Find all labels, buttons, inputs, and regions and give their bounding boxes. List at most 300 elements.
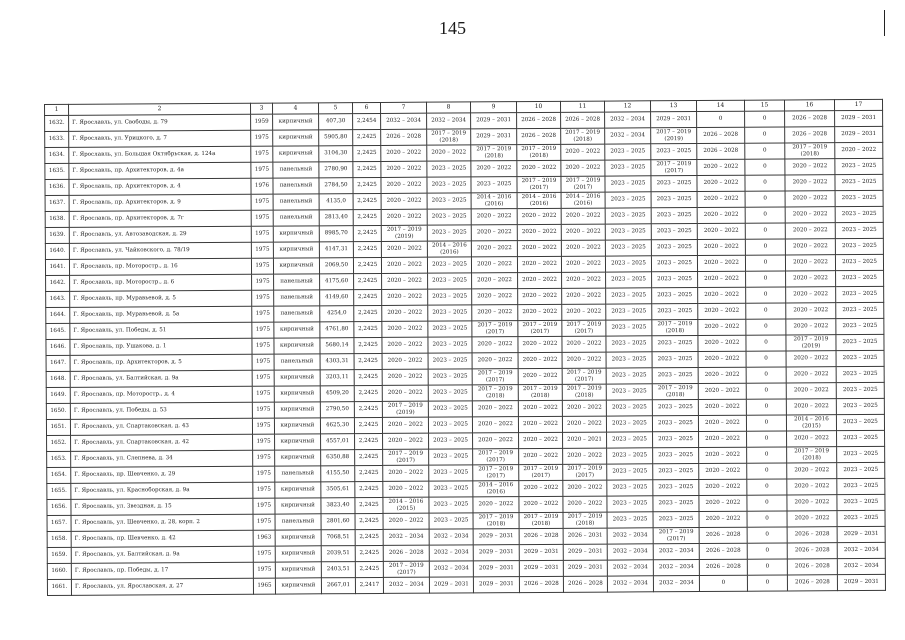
table-cell: 1649.	[46, 387, 70, 403]
column-number-cell: 17	[834, 99, 882, 110]
table-cell: 2020 – 2022	[517, 256, 561, 272]
table-cell: 2020 – 2022	[471, 257, 517, 273]
table-cell: 2017 – 2019 (2018)	[472, 385, 518, 401]
table-cell: 0	[746, 335, 786, 351]
table-cell: 2023 – 2025	[427, 209, 471, 225]
address-cell: Г. Ярославль, ул. Большая Октябрьская, д. 124а	[69, 146, 251, 163]
table-cell: 2020 – 2022	[382, 353, 428, 369]
table-cell: 2026 – 2031	[563, 528, 607, 544]
table-cell: 2020 – 2022	[472, 289, 518, 305]
table-cell: 1975	[252, 338, 274, 354]
table-cell: 2032 – 2034	[607, 576, 653, 592]
table-cell: 2020 – 2022	[697, 207, 745, 223]
table-cell: 2020 – 2022	[699, 495, 747, 511]
column-number-cell: 4	[272, 103, 318, 114]
address-cell: Г. Ярославль, пр. Архитекторов, д. 5	[70, 354, 252, 371]
table-cell: 2032 – 2034	[607, 544, 653, 560]
table-cell: кирпичный	[274, 418, 320, 434]
table-cell: 2020 – 2022	[698, 415, 746, 431]
table-cell: 2023 – 2025	[652, 336, 698, 352]
table-cell: 2403,51	[321, 562, 355, 578]
table-cell: 2023 – 2025	[607, 480, 653, 496]
table-cell: 2032 – 2034	[653, 576, 699, 592]
table-cell: 2020 – 2022	[518, 352, 562, 368]
table-cell: 2020 – 2022	[427, 145, 471, 161]
table-cell: панельный	[273, 194, 319, 210]
table-cell: кирпичный	[273, 114, 319, 130]
table-cell: 2023 – 2025	[427, 161, 471, 177]
column-number-cell: 15	[744, 100, 784, 111]
table-cell: 2020 – 2022	[382, 417, 428, 433]
table-cell: панельный	[274, 274, 320, 290]
table-cell: 2020 – 2022	[563, 496, 607, 512]
table-cell: 2026 – 2028	[517, 128, 561, 144]
table-cell: 2020 – 2022	[471, 209, 517, 225]
table-cell: 2020 – 2022	[699, 479, 747, 495]
table-cell: 2020 – 2022	[381, 257, 427, 273]
table-cell: 0	[746, 303, 786, 319]
table-cell: 2023 – 2025	[428, 401, 472, 417]
table-cell: 2023 – 2025	[605, 160, 651, 176]
table-cell: 2014 – 2016 (2015)	[786, 415, 836, 431]
table-cell: 2026 – 2028	[785, 127, 835, 143]
table-cell: 2020 – 2022	[382, 289, 428, 305]
table-cell: 2023 – 2025	[428, 273, 472, 289]
table-cell: 1643.	[46, 291, 70, 307]
table-cell: 2023 – 2025	[606, 304, 652, 320]
table-cell: 2020 – 2022	[785, 159, 835, 175]
table-cell: 1975	[251, 226, 273, 242]
table-cell: 1975	[253, 498, 275, 514]
table-cell: 0	[746, 383, 786, 399]
table-cell: 2029 – 2031	[471, 113, 517, 129]
column-number-cell: 5	[318, 103, 352, 114]
table-cell: 2017 – 2019 (2019)	[381, 225, 427, 241]
table-cell: 2017 – 2019 (2017)	[562, 320, 606, 336]
table-cell: кирпичный	[273, 146, 319, 162]
table-cell: 2023 – 2025	[606, 352, 652, 368]
table-cell: 2020 – 2022	[563, 480, 607, 496]
table-cell: 2,2425	[355, 481, 383, 497]
table-cell: 2020 – 2022	[518, 304, 562, 320]
column-number-cell: 10	[516, 101, 560, 112]
table-cell: 2020 – 2022	[382, 273, 428, 289]
table-cell: 1656.	[47, 499, 71, 515]
table-cell: 2023 – 2025	[607, 496, 653, 512]
table-cell: 2029 – 2031	[837, 526, 885, 542]
table-cell: 2,2425	[353, 257, 381, 273]
table-cell: 2023 – 2025	[607, 448, 653, 464]
address-cell: Г. Ярославль, ул. Красноборская, д. 9а	[71, 482, 253, 499]
table-cell: 2020 – 2022	[562, 288, 606, 304]
table-cell: 2020 – 2022	[561, 224, 605, 240]
table-cell: 2020 – 2022	[699, 431, 747, 447]
table-cell: 1975	[251, 194, 273, 210]
table-cell: 2023 – 2025	[836, 366, 884, 382]
table-cell: 2,2425	[353, 193, 381, 209]
table-cell: 2023 – 2025	[837, 478, 885, 494]
table-cell: 2020 – 2022	[697, 239, 745, 255]
table-cell: 2020 – 2022	[518, 288, 562, 304]
table-cell: 2020 – 2022	[517, 160, 561, 176]
table-cell: 2026 – 2028	[699, 559, 747, 575]
table-cell: 0	[746, 399, 786, 415]
table-cell: 407,30	[319, 114, 353, 130]
table-cell: 1646.	[46, 339, 70, 355]
column-number-cell: 8	[426, 102, 470, 113]
table-cell: 0	[747, 543, 787, 559]
table-cell: 2,2425	[353, 145, 381, 161]
table-cell: 2023 – 2025	[428, 305, 472, 321]
table-cell: 1975	[251, 130, 273, 146]
table-cell: 2,2425	[354, 289, 382, 305]
table-cell: 2020 – 2022	[785, 175, 835, 191]
table-cell: 2020 – 2022	[787, 511, 837, 527]
table-cell: 4147,31	[319, 242, 353, 258]
table-cell: 2020 – 2022	[472, 353, 518, 369]
table-cell: 2023 – 2025	[653, 496, 699, 512]
table-cell: 2023 – 2025	[836, 270, 884, 286]
table-cell: 2020 – 2022	[785, 191, 835, 207]
table-cell: 2,2417	[355, 577, 383, 593]
table-cell: 2020 – 2022	[787, 431, 837, 447]
table-cell: 2032 – 2034	[607, 528, 653, 544]
table-cell: 2032 – 2034	[383, 577, 429, 593]
table-cell: 2020 – 2022	[517, 208, 561, 224]
table-cell: 2020 – 2022	[383, 433, 429, 449]
table-cell: 2026 – 2028	[383, 545, 429, 561]
table-cell: 1637.	[45, 195, 69, 211]
table-cell: 2023 – 2025	[653, 448, 699, 464]
table-cell: 2023 – 2025	[652, 416, 698, 432]
column-number-cell: 11	[560, 101, 604, 112]
table-cell: 2,2425	[355, 513, 383, 529]
table-cell: 2023 – 2025	[605, 144, 651, 160]
table-cell: кирпичный	[275, 546, 321, 562]
table-cell: 2026 – 2028	[697, 143, 745, 159]
table-cell: 2023 – 2025	[605, 208, 651, 224]
table-cell: 2667,01	[321, 578, 355, 594]
table-cell: 2020 – 2022	[699, 447, 747, 463]
table-cell: 2014 – 2016 (2016)	[471, 193, 517, 209]
table-cell: 2020 – 2022	[561, 240, 605, 256]
table-cell: 2023 – 2025	[605, 192, 651, 208]
table-cell: 1975	[251, 162, 273, 178]
address-cell: Г. Ярославль, ул. Урицкого, д. 7	[69, 130, 251, 147]
address-cell: Г. Ярославль, ул. Свободы, д. 79	[69, 114, 251, 131]
table-cell: 1975	[252, 354, 274, 370]
table-cell: 2023 – 2025	[606, 288, 652, 304]
column-number-cell: 3	[250, 103, 272, 114]
table-cell: 2026 – 2028	[787, 543, 837, 559]
table-cell: 1635.	[45, 163, 69, 179]
address-cell: Г. Ярославль, ул. Победы, д. 53	[70, 402, 252, 419]
table-cell: 2023 – 2025	[428, 369, 472, 385]
table-cell: 0	[747, 479, 787, 495]
table-cell: 2023 – 2025	[605, 240, 651, 256]
table-cell: 2020 – 2022	[381, 145, 427, 161]
table-cell: кирпичный	[275, 450, 321, 466]
table-cell: 2023 – 2025	[606, 416, 652, 432]
table-cell: панельный	[273, 178, 319, 194]
table-cell: 1632.	[45, 115, 69, 131]
table-cell: 3104,30	[319, 146, 353, 162]
table-cell: 0	[747, 527, 787, 543]
table-cell: 2020 – 2022	[382, 305, 428, 321]
table-cell: 3823,40	[321, 498, 355, 514]
table-cell: 2023 – 2025	[836, 302, 884, 318]
table-cell: 2026 – 2028	[519, 576, 563, 592]
table-cell: 2784,50	[319, 178, 353, 194]
table-cell: 2026 – 2028	[785, 111, 835, 127]
address-cell: Г. Ярославль, пр. Шевченко, д. 29	[71, 466, 253, 483]
table-cell: 2020 – 2022	[471, 225, 517, 241]
table-cell: 2020 – 2022	[519, 496, 563, 512]
table-cell: 2,2425	[354, 353, 382, 369]
table-cell: 2020 – 2022	[698, 399, 746, 415]
address-cell: Г. Ярославль, пр. Моторостр., д. 6	[70, 274, 252, 291]
table-cell: 2023 – 2025	[471, 177, 517, 193]
table-cell: 2029 – 2031	[471, 129, 517, 145]
address-cell: Г. Ярославль, ул. Победы, д. 51	[70, 322, 252, 339]
column-number-cell: 2	[69, 103, 251, 115]
table-cell: 2020 – 2022	[697, 255, 745, 271]
address-cell: Г. Ярославль, пр. Муравьевой, д. 5	[70, 290, 252, 307]
table-cell: 2020 – 2022	[786, 399, 836, 415]
table-cell: 1651.	[46, 419, 70, 435]
table-cell: 2023 – 2025	[836, 382, 884, 398]
table-cell: 2020 – 2022	[383, 513, 429, 529]
table-cell: 2017 – 2019 (2018)	[652, 384, 698, 400]
table-cell: 2020 – 2022	[381, 209, 427, 225]
table-cell: 2023 – 2025	[652, 288, 698, 304]
table-cell: 1975	[253, 546, 275, 562]
table-cell: 2020 – 2022	[786, 319, 836, 335]
table-cell: 2020 – 2022	[473, 497, 519, 513]
table-cell: 2023 – 2025	[836, 334, 884, 350]
table-cell: 2023 – 2025	[427, 225, 471, 241]
table-cell: 2020 – 2022	[698, 271, 746, 287]
table-cell: 2017 – 2019 (2017)	[472, 369, 518, 385]
table-cell: 2023 – 2025	[606, 400, 652, 416]
table-cell: 5905,80	[319, 130, 353, 146]
table-cell: 0	[745, 239, 785, 255]
table-cell: 2026 – 2028	[563, 576, 607, 592]
table-cell: 2023 – 2025	[653, 480, 699, 496]
table-cell: 2020 – 2022	[473, 433, 519, 449]
table-cell: 2020 – 2022	[835, 142, 883, 158]
address-cell: Г. Ярославль, пр. Моторостр., д. 16	[69, 258, 251, 275]
table-cell: 2020 – 2022	[786, 287, 836, 303]
table-cell: 2023 – 2025	[651, 144, 697, 160]
table-cell: 2020 – 2022	[785, 239, 835, 255]
table-cell: 1634.	[45, 147, 69, 163]
address-cell: Г. Ярославль, ул. Чайковского, д. 78/19	[69, 242, 251, 259]
table-cell: 2023 – 2025	[606, 320, 652, 336]
table-cell: 1975	[252, 402, 274, 418]
address-cell: Г. Ярославль, ул. Спартаковская, д. 43	[70, 418, 252, 435]
table-cell: 2023 – 2025	[837, 494, 885, 510]
table-cell: 2,2425	[354, 401, 382, 417]
table-cell: 2023 – 2025	[835, 206, 883, 222]
schedule-table	[44, 99, 886, 596]
table-cell: 2023 – 2025	[606, 368, 652, 384]
table-cell: 2,2425	[354, 305, 382, 321]
table-cell: 2039,51	[321, 546, 355, 562]
table-cell: 2017 – 2019 (2018)	[427, 129, 471, 145]
table-cell: 4254,0	[320, 306, 354, 322]
table-cell: 2020 – 2022	[562, 336, 606, 352]
table-cell: 8985,70	[319, 226, 353, 242]
table-cell: 2023 – 2025	[429, 465, 473, 481]
table-cell: 2023 – 2025	[836, 286, 884, 302]
table-cell: 2020 – 2022	[518, 416, 562, 432]
table-cell: 2023 – 2025	[651, 192, 697, 208]
address-cell: Г. Ярославль, ул. Балтийская, д. 9а	[71, 546, 253, 563]
table-cell: 2,2425	[353, 225, 381, 241]
table-cell: 2,2425	[355, 433, 383, 449]
table-cell: 2023 – 2025	[428, 337, 472, 353]
table-cell: 1975	[252, 418, 274, 434]
table-cell: 2032 – 2034	[653, 544, 699, 560]
table-cell: 0	[747, 511, 787, 527]
table-cell: 2,2425	[354, 337, 382, 353]
table-cell: 0	[745, 143, 785, 159]
table-cell: 0	[747, 495, 787, 511]
table-cell: 1975	[253, 434, 275, 450]
table-cell: 2023 – 2025	[836, 398, 884, 414]
table-cell: 2023 – 2025	[607, 512, 653, 528]
table-cell: 2020 – 2022	[472, 337, 518, 353]
table-cell: 2020 – 2022	[697, 191, 745, 207]
table-cell: 2020 – 2022	[518, 336, 562, 352]
table-cell: 2023 – 2025	[428, 321, 472, 337]
table-cell: 0	[745, 175, 785, 191]
table-cell: 2020 – 2022	[562, 352, 606, 368]
page-number: 145	[439, 18, 466, 38]
table-cell: 2020 – 2022	[787, 495, 837, 511]
table-cell: 2026 – 2028	[787, 559, 837, 575]
table-cell: 2029 – 2031	[473, 529, 519, 545]
table-cell: 2023 – 2025	[427, 193, 471, 209]
table-cell: 2023 – 2025	[651, 176, 697, 192]
address-cell: Г. Ярославль, пр. Архитекторов, д. 7г	[69, 210, 251, 227]
table-cell: 2017 – 2019 (2017)	[518, 320, 562, 336]
table-cell: 2020 – 2022	[785, 223, 835, 239]
table-cell: 2020 – 2022	[698, 287, 746, 303]
table-cell: 1654.	[47, 467, 71, 483]
table-cell: 1638.	[45, 211, 69, 227]
table-cell: 2,2425	[353, 129, 381, 145]
table-cell: 3505,61	[321, 482, 355, 498]
table-cell: 2023 – 2025	[835, 190, 883, 206]
table-cell: 1975	[252, 370, 274, 386]
table-cell: 2020 – 2022	[381, 161, 427, 177]
column-number-cell: 7	[380, 102, 426, 113]
table-cell: 2032 – 2034	[429, 545, 473, 561]
table-cell: 2,2425	[355, 449, 383, 465]
table-cell: 2020 – 2022	[383, 465, 429, 481]
table-cell: 2020 – 2022	[519, 432, 563, 448]
column-number-cell: 12	[604, 101, 650, 112]
table-cell: кирпичный	[275, 482, 321, 498]
table-cell: кирпичный	[273, 130, 319, 146]
table-cell: 2020 – 2022	[517, 224, 561, 240]
table-cell: 2020 – 2022	[381, 241, 427, 257]
table-cell: 4509,20	[320, 386, 354, 402]
table-cell: 1975	[251, 242, 273, 258]
table-cell: 2017 – 2019 (2018)	[517, 144, 561, 160]
table-cell: 2014 – 2016 (2016)	[517, 192, 561, 208]
address-cell: Г. Ярославль, ул. Автозаводская, д. 29	[69, 226, 251, 243]
table-cell: 2023 – 2025	[651, 208, 697, 224]
table-cell: 0	[745, 191, 785, 207]
table-cell: 1645.	[46, 323, 70, 339]
table-cell: 2032 – 2034	[837, 542, 885, 558]
table-cell: 2023 – 2025	[429, 497, 473, 513]
table-cell: 1644.	[46, 307, 70, 323]
table-cell: 0	[745, 255, 785, 271]
table-cell: 2029 – 2031	[473, 561, 519, 577]
table-cell: 2023 – 2025	[837, 430, 885, 446]
table-cell: 2014 – 2016 (2015)	[383, 497, 429, 513]
table-cell: 0	[746, 287, 786, 303]
table-cell: 2020 – 2022	[697, 223, 745, 239]
table-cell: 2029 – 2031	[563, 544, 607, 560]
table-cell: кирпичный	[275, 578, 321, 594]
table-cell: 2023 – 2025	[429, 513, 473, 529]
table-cell: 0	[745, 127, 785, 143]
table-cell: 2020 – 2022	[382, 369, 428, 385]
table-cell: 2020 – 2022	[786, 271, 836, 287]
table-cell: 2017 – 2019 (2017)	[562, 368, 606, 384]
table-cell: 2023 – 2025	[835, 222, 883, 238]
table-cell: 2026 – 2028	[697, 127, 745, 143]
address-cell: Г. Ярославль, пр. Шевченко, д. 42	[71, 530, 253, 547]
table-cell: панельный	[274, 306, 320, 322]
table-cell: 2020 – 2022	[382, 385, 428, 401]
table-cell: 2020 – 2022	[698, 303, 746, 319]
table-cell: 2,2425	[354, 273, 382, 289]
table-cell: кирпичный	[274, 338, 320, 354]
margin-mark	[884, 10, 885, 36]
table-cell: 1641.	[45, 259, 69, 275]
table-cell: 2023 – 2025	[652, 400, 698, 416]
table-cell: 2017 – 2019 (2018)	[787, 447, 837, 463]
table-cell: 1659.	[47, 547, 71, 563]
table-cell: 2020 – 2022	[471, 241, 517, 257]
table-cell: 4149,60	[320, 290, 354, 306]
table-cell: 2023 – 2025	[652, 368, 698, 384]
table-cell: 2029 – 2031	[835, 126, 883, 142]
table-cell: 2032 – 2034	[653, 560, 699, 576]
address-cell: Г. Ярославль, ул. Ярославская, д. 27	[71, 578, 253, 595]
table-cell: 2020 – 2022	[382, 321, 428, 337]
table-cell: 1975	[253, 450, 275, 466]
table-cell: 2020 – 2022	[561, 208, 605, 224]
table-cell: 2029 – 2031	[835, 110, 883, 126]
table-cell: 0	[746, 351, 786, 367]
table-cell: кирпичный	[275, 562, 321, 578]
table-cell: 1655.	[47, 483, 71, 499]
table-cell: 2014 – 2016 (2016)	[561, 192, 605, 208]
table-cell: 2032 – 2034	[605, 128, 651, 144]
table-cell: 2029 – 2031	[519, 544, 563, 560]
table-cell: 2032 – 2034	[427, 113, 471, 129]
table-cell: 4155,50	[321, 466, 355, 482]
table-cell: 0	[746, 319, 786, 335]
table-cell: 2020 – 2022	[518, 368, 562, 384]
